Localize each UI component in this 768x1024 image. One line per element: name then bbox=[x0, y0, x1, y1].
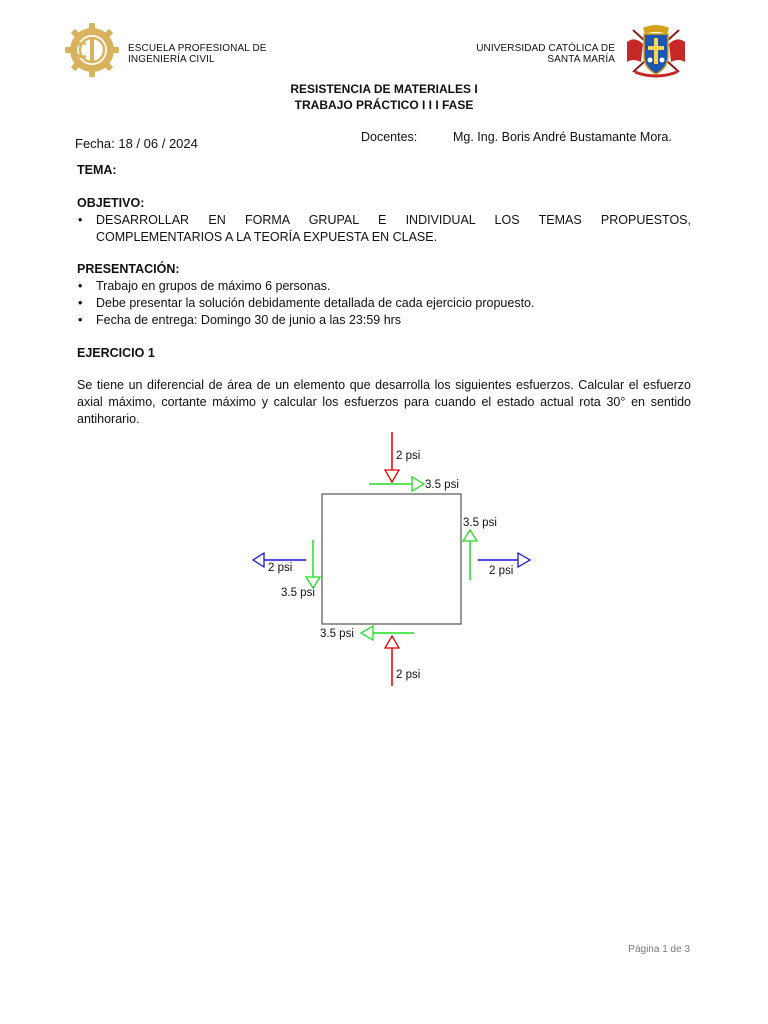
ejercicio-heading: EJERCICIO 1 bbox=[77, 346, 155, 360]
school-line2: INGENIERÍA CIVIL bbox=[128, 54, 215, 65]
school-line1: ESCUELA PROFESIONAL DE bbox=[128, 43, 267, 54]
top-shear-arrow bbox=[369, 477, 424, 491]
university-line1: UNIVERSIDAD CATÓLICA DE bbox=[476, 43, 615, 54]
tema-heading: TEMA: bbox=[77, 163, 117, 177]
teachers-name: Mg. Ing. Boris André Bustamante Mora. bbox=[453, 130, 672, 144]
presentacion-item: • Fecha de entrega: Domingo 30 de junio a las 23:59 hrs bbox=[77, 312, 691, 329]
objetivo-heading: OBJETIVO: bbox=[77, 196, 145, 210]
teachers-label: Docentes: bbox=[361, 130, 418, 144]
bottom-shear-arrow bbox=[361, 626, 414, 640]
presentacion-heading: PRESENTACIÓN: bbox=[77, 262, 180, 276]
right-shear-arrow bbox=[463, 530, 477, 580]
university-line2: SANTA MARÍA bbox=[547, 54, 615, 65]
presentacion-item: • Debe presentar la solución debidamente detallada de cada ejercicio propuesto. bbox=[77, 295, 691, 312]
stress-element-square bbox=[322, 494, 461, 624]
objetivo-item: • DESARROLLAR EN FORMA GRUPAL E INDIVIDUAL LOS TEMAS PROPUESTOS, COMPLEMENTARIOS A LA TEORÍA EXPUESTA EN CLASE. bbox=[77, 212, 691, 246]
top-shear-label: 3.5 psi bbox=[425, 479, 459, 491]
left-shear-label: 3.5 psi bbox=[281, 587, 315, 599]
page-number: Página 1 de 3 bbox=[628, 944, 690, 955]
date-field: Fecha: 18 / 06 / 2024 bbox=[75, 136, 198, 151]
document-title-line1: RESISTENCIA DE MATERIALES I bbox=[290, 82, 478, 96]
bottom-shear-label: 3.5 psi bbox=[320, 628, 354, 640]
top-normal-label: 2 psi bbox=[396, 450, 421, 462]
document-title-line2: TRABAJO PRÁCTICO I I I FASE bbox=[294, 98, 474, 112]
bottom-normal-label: 2 psi bbox=[396, 669, 421, 681]
left-normal-label: 2 psi bbox=[268, 562, 293, 574]
ejercicio-statement: Se tiene un diferencial de área de un elemento que desarrolla los siguientes esfuerzos. Calcular el esfuerzo axial máximo, cortante máximo y calcular los esfuerzos para cuando el estado actual rota 30° en sentido antihorario. bbox=[77, 378, 691, 426]
right-shear-label: 3.5 psi bbox=[463, 517, 497, 529]
presentacion-item: • Trabajo en grupos de máximo 6 personas. bbox=[77, 278, 691, 295]
right-normal-label: 2 psi bbox=[489, 565, 514, 577]
left-shear-arrow bbox=[306, 540, 320, 588]
